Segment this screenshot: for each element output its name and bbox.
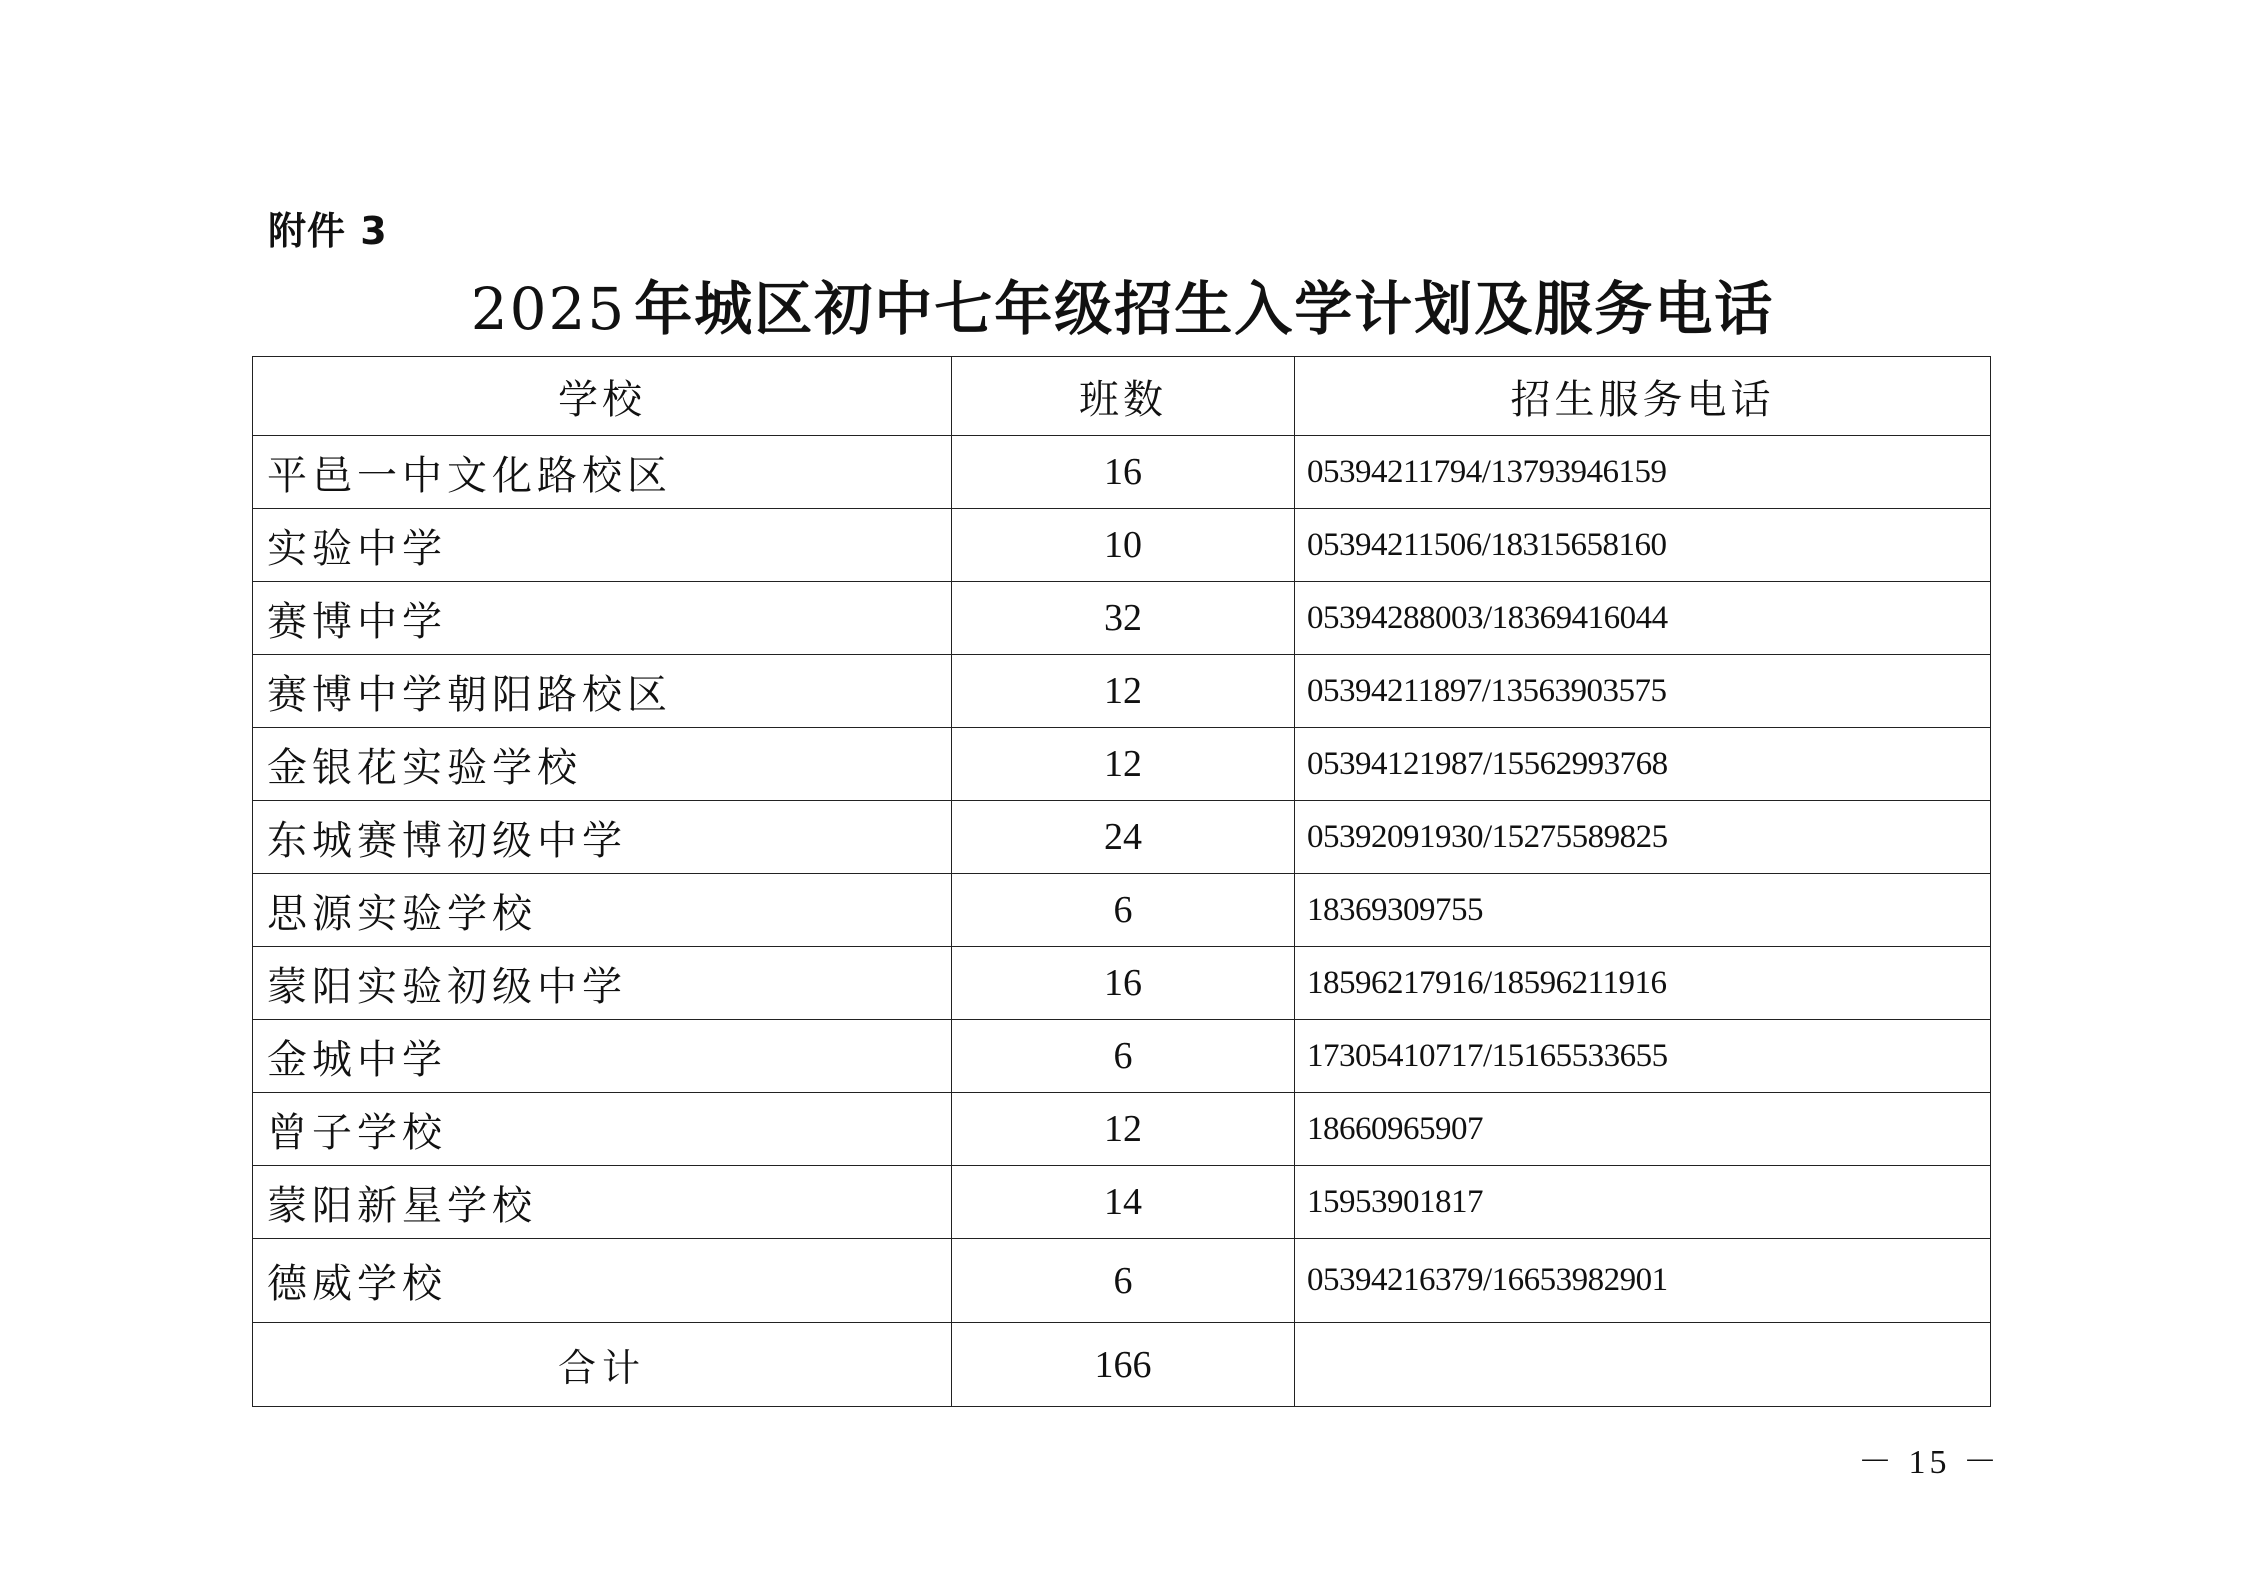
- school-name: 思源实验学校: [253, 874, 952, 947]
- title-year: 2025: [470, 275, 627, 343]
- class-count: 32: [952, 582, 1295, 655]
- class-count: 14: [952, 1166, 1295, 1239]
- class-count: 10: [952, 509, 1295, 582]
- table-row: [253, 509, 1991, 582]
- title-text: 年城区初中七年级招生入学计划及服务电话: [634, 275, 1775, 343]
- total-class-count: 166: [952, 1323, 1295, 1407]
- table-row: [253, 436, 1991, 509]
- table-row: [253, 655, 1991, 728]
- service-phone: 18660965907: [1295, 1093, 1991, 1166]
- class-count: 12: [952, 655, 1295, 728]
- class-count: 24: [952, 801, 1295, 874]
- class-count: 6: [952, 1020, 1295, 1093]
- table-row: [253, 582, 1991, 655]
- school-name: 实验中学: [253, 509, 952, 582]
- class-count: 12: [952, 1093, 1295, 1166]
- school-name: 平邑一中文化路校区: [253, 436, 952, 509]
- school-name: 金银花实验学校: [253, 728, 952, 801]
- table-row: [253, 1166, 1991, 1239]
- document-title: [0, 262, 2245, 346]
- school-name: 赛博中学: [253, 582, 952, 655]
- table-row: [253, 1093, 1991, 1166]
- school-name: 赛博中学朝阳路校区: [253, 655, 952, 728]
- total-phone-empty: [1295, 1323, 1991, 1407]
- school-name: 金城中学: [253, 1020, 952, 1093]
- service-phone: 05392091930/15275589825: [1295, 801, 1991, 874]
- service-phone: 17305410717/15165533655: [1295, 1020, 1991, 1093]
- attachment-label: 附件 3: [268, 209, 388, 253]
- service-phone: 05394216379/16653982901: [1295, 1239, 1991, 1323]
- table-row: [253, 1239, 1991, 1323]
- class-count: 6: [952, 1239, 1295, 1323]
- service-phone: 05394288003/18369416044: [1295, 582, 1991, 655]
- class-count: 16: [952, 436, 1295, 509]
- class-count: 16: [952, 947, 1295, 1020]
- service-phone: 05394211794/13793946159: [1295, 436, 1991, 509]
- service-phone: 18596217916/18596211916: [1295, 947, 1991, 1020]
- header-phone: 招生服务电话: [1295, 357, 1991, 436]
- service-phone: 15953901817: [1295, 1166, 1991, 1239]
- table-row: [253, 801, 1991, 874]
- service-phone: 18369309755: [1295, 874, 1991, 947]
- service-phone: 05394211506/18315658160: [1295, 509, 1991, 582]
- service-phone: 05394121987/15562993768: [1295, 728, 1991, 801]
- school-name: 东城赛博初级中学: [253, 801, 952, 874]
- table-header-row: [253, 357, 1991, 436]
- page-number: － 15 －: [1858, 1444, 2001, 1481]
- class-count: 12: [952, 728, 1295, 801]
- header-classes: 班数: [952, 357, 1295, 436]
- total-row: [253, 1323, 1991, 1407]
- school-name: 曾子学校: [253, 1093, 952, 1166]
- class-count: 6: [952, 874, 1295, 947]
- school-name: 德威学校: [253, 1239, 952, 1323]
- school-name: 蒙阳新星学校: [253, 1166, 952, 1239]
- table-row: [253, 1020, 1991, 1093]
- service-phone: 05394211897/13563903575: [1295, 655, 1991, 728]
- table-row: [253, 947, 1991, 1020]
- table-row: [253, 728, 1991, 801]
- enrollment-plan-table: [252, 356, 1991, 1407]
- table-row: [253, 874, 1991, 947]
- school-name: 蒙阳实验初级中学: [253, 947, 952, 1020]
- header-school: 学校: [253, 357, 952, 436]
- total-label: 合计: [253, 1323, 952, 1407]
